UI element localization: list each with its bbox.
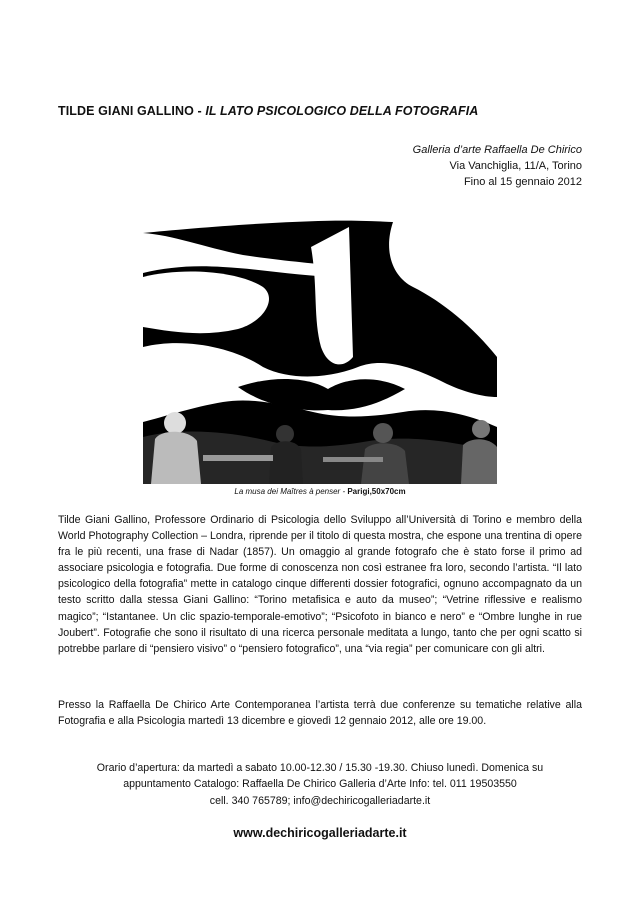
exhibition-dates: Fino al 15 gennaio 2012 <box>463 176 582 188</box>
caption-details: Parigi,50x70cm <box>347 487 406 496</box>
exhibition-photograph <box>143 207 497 484</box>
gallery-address: Via Vanchiglia, 11/A, Torino <box>449 160 582 172</box>
photo-caption <box>0 487 640 496</box>
body-paragraph-1: Tilde Giani Gallino, Professore Ordinario di Psicologia dello Sviluppo all’Università di Torino e membro della World Photography Collection – Londra, riprende per il titolo di questa mostra, che espone una trentina di opere fra le più recenti, una frase di Nadar (1857). Un omaggio al grande fotografo che è stato forse il primo ad associare psicologia e fotografia. Due forme di conoscenza non così estranee fra loro, secondo l’artista. “Il lato psicologico della fotografia” mette in catalogo cinque differenti dossier fotografici, ognuno accompagnato da un testo scritto dalla stessa Giani Gallino: “Torino metafisica e auto da museo”; “Vetrine riflessive e realismo magico”; “Istantanee. Un clic spazio-temporale-emotivo”; “Psicofoto in bianco e nero” e “Ombre lunghe in rue Joubert”. Fotografie che sono il risultato di una ricerca personale meditata a lungo, tanto che per ogni scatto si potrebbe parlare di “pensiero visivo” o “pensiero fotografico”, una “via regia” per comunicare con gli altri. <box>58 514 582 655</box>
opening-hours-info <box>58 760 582 809</box>
caption-title: La musa dei Maîtres à penser - <box>234 487 348 496</box>
title-artist: TILDE GIANI GALLINO - <box>58 104 206 118</box>
gallery-name: Galleria d’arte Raffaella De Chirico <box>412 144 582 156</box>
website-link[interactable]: www.dechiricogalleriadarte.it <box>233 826 407 840</box>
document-title <box>58 104 478 118</box>
info-line-1: Orario d’apertura: da martedì a sabato 10.00-12.30 / 15.30 -19.30. Chiuso lunedì. Domenica su <box>96 762 544 774</box>
venue-block <box>413 142 582 190</box>
info-line-3: cell. 340 765789; info@dechiricogalleriadarte.it <box>209 794 431 807</box>
info-line-2: appuntamento Catalogo: Raffaella De Chirico Galleria d’Arte Info: tel. 011 19503550 <box>123 778 517 791</box>
body-paragraph-2: Presso la Raffaella De Chirico Arte Contemporanea l’artista terrà due conferenze su tematiche relative alla Fotografia e alla Psicologia martedì 13 dicembre e giovedì 12 gennaio 2012, alle ore 19.00. <box>58 699 582 728</box>
title-exhibition: IL LATO PSICOLOGICO DELLA FOTOGRAFIA <box>205 104 479 118</box>
